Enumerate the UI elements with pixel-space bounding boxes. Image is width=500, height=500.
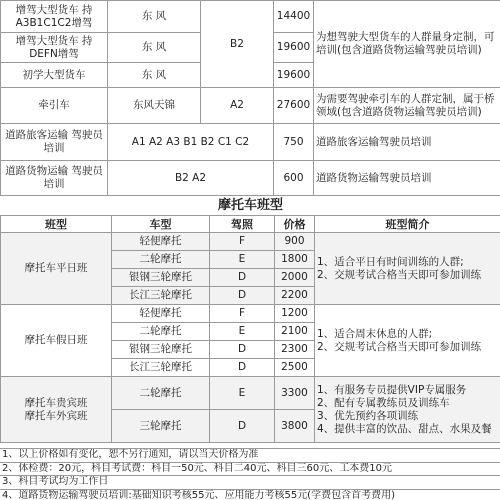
table-row (1, 124, 500, 161)
table-row (1, 305, 500, 323)
price: 750 (274, 124, 314, 161)
license-type: D (210, 410, 275, 443)
price: 2100 (275, 323, 315, 341)
class-description: 道路旅客运输驾驶员培训 (314, 124, 500, 161)
class-description: 为想驾驶大型货车的人群量身定制，可 培训(包含道路货物运输驾驶员培训) (314, 1, 500, 88)
vehicle-type: 二轮摩托 (112, 323, 210, 341)
price: 3300 (275, 377, 315, 410)
class-name: 摩托车假日班 (1, 305, 112, 377)
table-row (1, 88, 500, 124)
section-title-row (1, 196, 500, 216)
price: 1800 (275, 251, 315, 269)
vehicle-type: 长江三轮摩托 (112, 359, 210, 377)
vehicle-type: A1 A2 A3 B1 B2 C1 C2 (108, 124, 274, 161)
class-description (315, 377, 500, 443)
note-line: 2、体检费：20元，科目考试费：科目一50元、科目二40元、科目三60元、工本费10元 (0, 463, 500, 477)
vehicle-type: B2 A2 (108, 161, 274, 196)
license-type: F (210, 305, 275, 323)
vehicle-type: 银钢三轮摩托 (112, 269, 210, 287)
note-line: 3、科目考试均为工作日 (0, 476, 500, 490)
vehicle-type: 二轮摩托 (112, 251, 210, 269)
note-line: 1、以上价格如有变化，恕不另行通知，请以当天价格为准 (0, 449, 500, 463)
class-name: 增驾大型货车 持DEFN增驾 (1, 33, 108, 63)
description-line: 1、适合周末休息的人群; (317, 327, 433, 340)
class-description (315, 233, 500, 305)
class-name: 摩托车贵宾班 摩托车外宾班 (1, 377, 112, 443)
license-type: D (210, 359, 275, 377)
table-row (1, 377, 500, 410)
header-license: 驾照 (210, 216, 275, 233)
vehicle-type: 三轮摩托 (112, 410, 210, 443)
class-name: 牵引车 (1, 88, 108, 124)
vehicle-type: 东 风 (108, 33, 201, 63)
price: 600 (274, 161, 314, 196)
vehicle-type: 轻便摩托 (112, 305, 210, 323)
header-price: 价格 (275, 216, 315, 233)
note-line: 4、道路货物运输驾驶员培训:基础知识考核55元、应用能力考核55元(学费包含首考费用) (0, 490, 500, 500)
class-description (315, 305, 500, 377)
section-title: 摩托车班型 (1, 196, 500, 216)
header-description: 班型简介 (315, 216, 500, 233)
vehicle-type: 银钢三轮摩托 (112, 341, 210, 359)
license-type: E (210, 323, 275, 341)
vehicle-type: 二轮摩托 (112, 377, 210, 410)
price: 2500 (275, 359, 315, 377)
description-line: 1、有服务专员提供VIP专属服务 (317, 383, 467, 396)
header-type: 车型 (112, 216, 210, 233)
license-type: D (210, 341, 275, 359)
table-row (1, 161, 500, 196)
price: 900 (275, 233, 315, 251)
license-type: E (210, 377, 275, 410)
truck-price-table (0, 0, 500, 196)
license-type: D (210, 269, 275, 287)
table-row (1, 233, 500, 251)
class-name: 道路旅客运输 驾驶员培训 (1, 124, 108, 161)
description-line: 4、提供丰富的饮品、甜点、水果及餐 (317, 422, 492, 435)
description-line: 3、优先预约各项训练 (317, 409, 419, 422)
license-type: F (210, 233, 275, 251)
price: 27600 (274, 88, 314, 124)
table-row (1, 1, 500, 33)
vehicle-type: 东风天锦 (108, 88, 201, 124)
price: 2200 (275, 287, 315, 305)
header-class: 班型 (1, 216, 112, 233)
vehicle-type: 轻便摩托 (112, 233, 210, 251)
price: 2300 (275, 341, 315, 359)
class-description: 为需要驾驶牵引车的人群定制，属于桥 领域(包含道路货物运输驾驶员培训) (314, 88, 500, 124)
header-row (1, 216, 500, 233)
price: 14400 (274, 1, 314, 33)
price: 19600 (274, 33, 314, 63)
price: 19600 (274, 63, 314, 88)
price: 2000 (275, 269, 315, 287)
license-type: E (210, 251, 275, 269)
description-line: 2、配有专属教练员及训练车 (317, 396, 450, 409)
vehicle-type: 东 风 (108, 63, 201, 88)
class-description: 道路货物运输驾驶员培训 (314, 161, 500, 196)
price: 1200 (275, 305, 315, 323)
vehicle-type: 东 风 (108, 1, 201, 33)
class-name: 初学大型货车 (1, 63, 108, 88)
notes-block (0, 448, 500, 500)
description-line: 2、交规考试合格当天即可参加训练 (317, 340, 482, 353)
class-name: 摩托车平日班 (1, 233, 112, 305)
class-name: 增驾大型货车 持A3B1C1C2增驾 (1, 1, 108, 33)
license-type: A2 (201, 88, 274, 124)
license-type: D (210, 287, 275, 305)
vehicle-type: 长江三轮摩托 (112, 287, 210, 305)
description-line: 2、交规考试合格当天即可参加训练 (317, 268, 482, 281)
motorcycle-price-table (0, 195, 500, 443)
price: 3800 (275, 410, 315, 443)
description-line: 1、适合平日有时间训练的人群; (317, 255, 464, 268)
class-name: 道路货物运输 驾驶员培训 (1, 161, 108, 196)
license-type: B2 (201, 1, 274, 88)
